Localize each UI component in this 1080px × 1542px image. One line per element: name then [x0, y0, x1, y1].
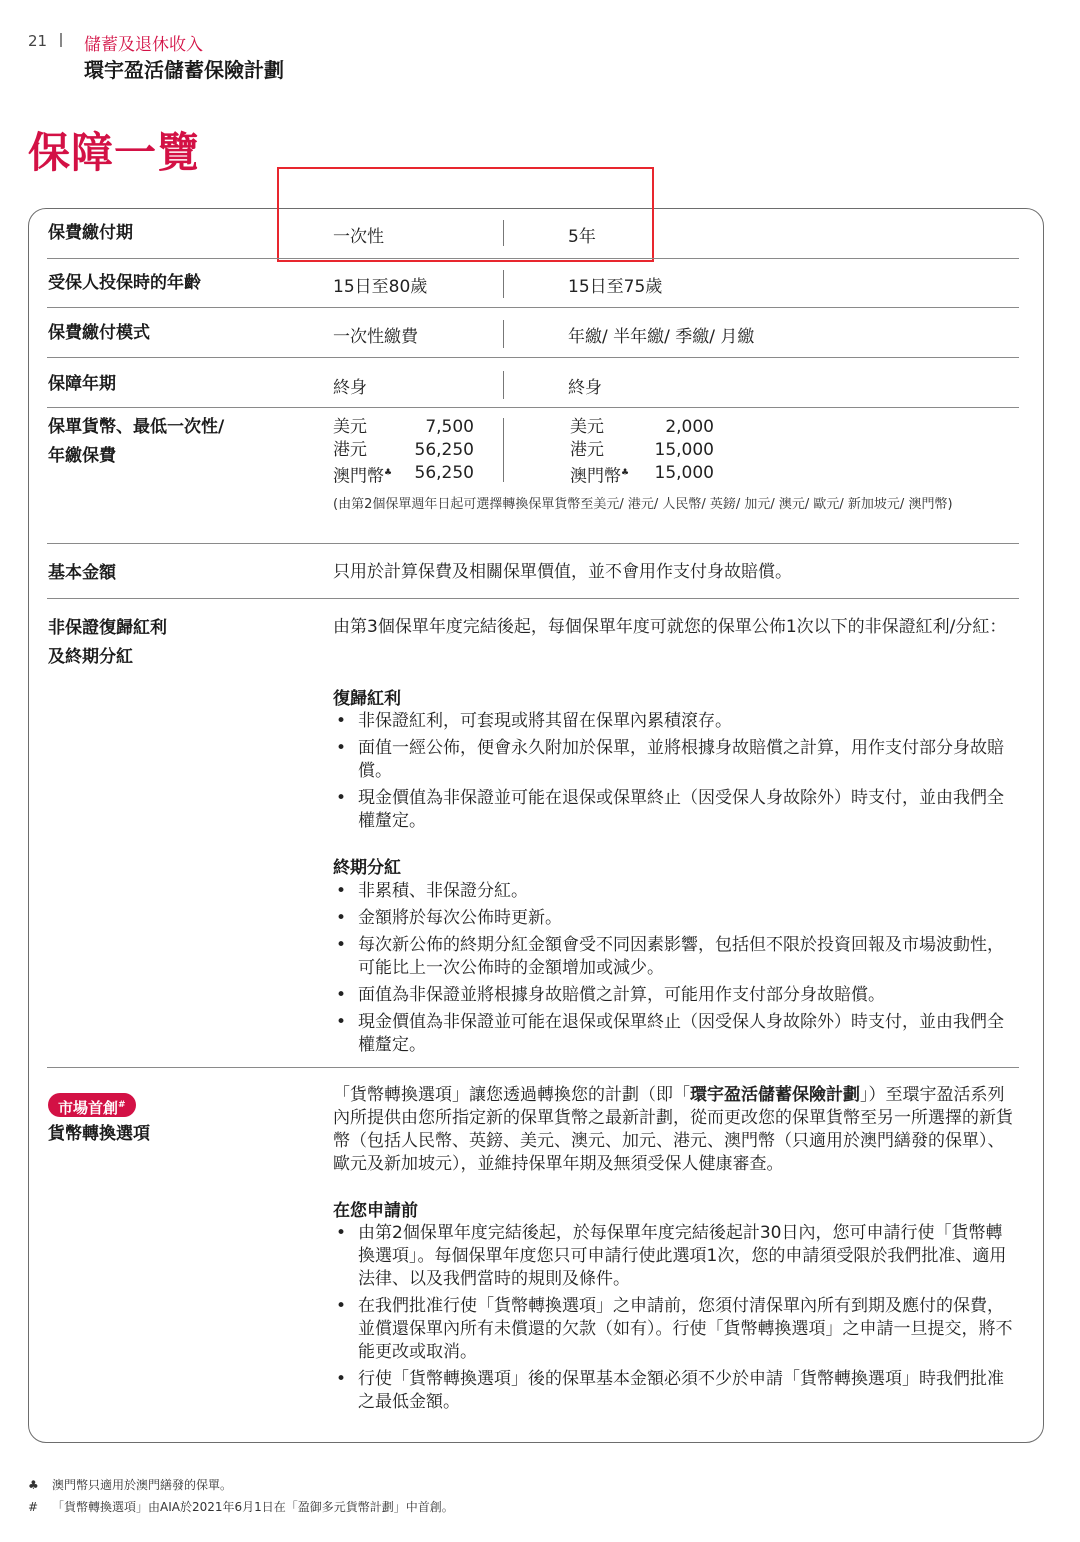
- issue-age-single: 15日至80歲: [333, 277, 428, 297]
- column-divider: [503, 418, 504, 482]
- reversionary-bonus-heading: 復歸紅利: [333, 689, 401, 709]
- amount-mop: 15,000: [654, 463, 714, 483]
- amount-list-5yr: [648, 416, 714, 485]
- currency-usd: 美元: [333, 417, 367, 437]
- header-divider: [60, 33, 62, 47]
- macau-footnote-mark: ♣: [384, 468, 393, 478]
- section-label: 儲蓄及退休收入: [84, 35, 203, 55]
- before-applying-heading: 在您申請前: [333, 1201, 418, 1221]
- column-divider: [503, 270, 504, 298]
- benefit-term-label: 保障年期: [48, 374, 116, 394]
- amount-usd: 2,000: [665, 417, 714, 437]
- bonus-label-line2: 及終期分紅: [48, 647, 133, 667]
- page-number: 21: [28, 32, 48, 50]
- payment-term-5yr: 5年: [568, 227, 596, 247]
- currency-switch-note: (由第2個保單週年日起可選擇轉換保單貨幣至美元/ 港元/ 人民幣/ 英鎊/ 加元/ 澳元/ 歐元/ 新加坡元/ 澳門幣): [333, 497, 953, 512]
- currency-option-label: 貨幣轉換選項: [48, 1124, 150, 1144]
- list-item: • 非保證紅利，可套現或將其留在保單內累積滾存。: [336, 711, 732, 731]
- payment-mode-5yr: 年繳/ 半年繳/ 季繳/ 月繳: [568, 327, 755, 347]
- bonus-label-line1: 非保證復歸紅利: [48, 618, 167, 638]
- list-item: • 行使「貨幣轉換選項」後的保單基本金額必須不少於申請「貨幣轉換選項」時我們批准之最低金額。: [336, 1369, 1004, 1412]
- row-divider: [47, 357, 1019, 358]
- product-name: 環宇盈活儲蓄保險計劃: [84, 58, 284, 82]
- column-divider: [503, 320, 504, 348]
- row-divider: [47, 307, 1019, 308]
- before-applying-list: [333, 1222, 1019, 1418]
- footnote-market-first: # 「貨幣轉換選項」由AIA於2021年6月1日在「盈御多元貨幣計劃」中首創。: [28, 1500, 454, 1514]
- currency-hkd: 港元: [570, 440, 604, 460]
- currency-mop: 澳門幣♣: [333, 466, 393, 487]
- list-item: • 面值一經公佈，便會永久附加於保單，並將根據身故賠償之計算，用作支付部分身故賠償。: [336, 738, 1004, 781]
- macau-footnote-mark: ♣: [621, 468, 630, 478]
- amount-mop: 56,250: [414, 463, 474, 483]
- payment-term-single: 一次性: [333, 227, 384, 247]
- currency-list-5yr: [570, 416, 629, 485]
- amount-list-single: [410, 416, 474, 485]
- reversionary-bonus-list: [333, 710, 1019, 837]
- terminal-dividend-heading: 終期分紅: [333, 858, 401, 878]
- benefit-term-single: 終身: [333, 378, 367, 398]
- currency-usd: 美元: [570, 417, 604, 437]
- issue-age-label: 受保人投保時的年齡: [48, 273, 201, 293]
- benefit-term-5yr: 終身: [568, 378, 602, 398]
- bonus-intro: 由第3個保單年度完結後起，每個保單年度可就您的保單公佈1次以下的非保證紅利/分紅：: [333, 617, 1007, 637]
- currency-mop: 澳門幣♣: [570, 466, 630, 487]
- list-item: • 由第2個保單年度完結後起，於每保單年度完結後起計30日內，您可申請行使「貨幣轉換選項」。每個保單年度您只可申請行使此選項1次，您的申請須受限於我們批准、適用法律、以及我們當時的規則及條件。: [336, 1223, 1007, 1289]
- row-divider: [47, 407, 1019, 408]
- list-item: • 在我們批准行使「貨幣轉換選項」之申請前，您須付清保單內所有到期及應付的保費，並償還保單內所有未償還的欠款（如有）。行使「貨幣轉換選項」之申請一旦提交，將不能更改或取消。: [336, 1296, 1013, 1362]
- currency-premium-label-line1: 保單貨幣、最低一次性/: [48, 417, 225, 437]
- list-item: • 面值為非保證並將根據身故賠償之計算，可能用作支付部分身故賠償。: [336, 985, 885, 1005]
- currency-premium-label-line2: 年繳保費: [48, 446, 116, 466]
- amount-usd: 7,500: [425, 417, 474, 437]
- row-divider: [47, 1067, 1019, 1068]
- row-divider: [47, 543, 1019, 544]
- basic-amount-label: 基本金額: [48, 563, 116, 583]
- amount-hkd: 15,000: [654, 440, 714, 460]
- row-divider: [47, 598, 1019, 599]
- page-title: 保障一覽: [28, 128, 201, 177]
- payment-mode-single: 一次性繳費: [333, 327, 418, 347]
- terminal-dividend-list: [333, 880, 1019, 1061]
- currency-option-intro: 「貨幣轉換選項」讓您透過轉換您的計劃（即「環宇盈活儲蓄保險計劃」）至環宇盈活系列內所提供由您所指定新的保單貨幣之最新計劃，從而更改您的保單貨幣至另一所選擇的新貨幣（包括人民幣、英鎊、美元、澳元、加元、港元、澳門幣（只適用於澳門繕發的保單）、歐元及新加坡元），並維持保單年期及無須受保人健康審查。: [333, 1085, 1013, 1174]
- market-first-badge: 市場首創#: [48, 1093, 136, 1117]
- payment-mode-label: 保費繳付模式: [48, 323, 150, 343]
- list-item: • 非累積、非保證分紅。: [336, 881, 528, 901]
- annotation-highlight-box: [277, 167, 654, 262]
- list-item: • 每次新公佈的終期分紅金額會受不同因素影響，包括但不限於投資回報及市場波動性，可能比上一次公佈時的金額增加或減少。: [336, 935, 1004, 978]
- list-item: • 現金價值為非保證並可能在退保或保單終止（因受保人身故除外）時支付，並由我們全權釐定。: [336, 788, 1004, 831]
- column-divider: [503, 371, 504, 399]
- column-divider: [503, 220, 504, 246]
- currency-list-single: [333, 416, 392, 485]
- payment-term-label: 保費繳付期: [48, 223, 133, 243]
- issue-age-5yr: 15日至75歲: [568, 277, 663, 297]
- basic-amount-text: 只用於計算保費及相關保單價值，並不會用作支付身故賠償。: [333, 562, 792, 582]
- footnote-macau: ♣ 澳門幣只適用於澳門繕發的保單。: [28, 1478, 233, 1492]
- currency-hkd: 港元: [333, 440, 367, 460]
- list-item: • 金額將於每次公佈時更新。: [336, 908, 562, 928]
- amount-hkd: 56,250: [414, 440, 474, 460]
- row-divider: [47, 258, 1019, 259]
- list-item: • 現金價值為非保證並可能在退保或保單終止（因受保人身故除外）時支付，並由我們全權釐定。: [336, 1012, 1004, 1055]
